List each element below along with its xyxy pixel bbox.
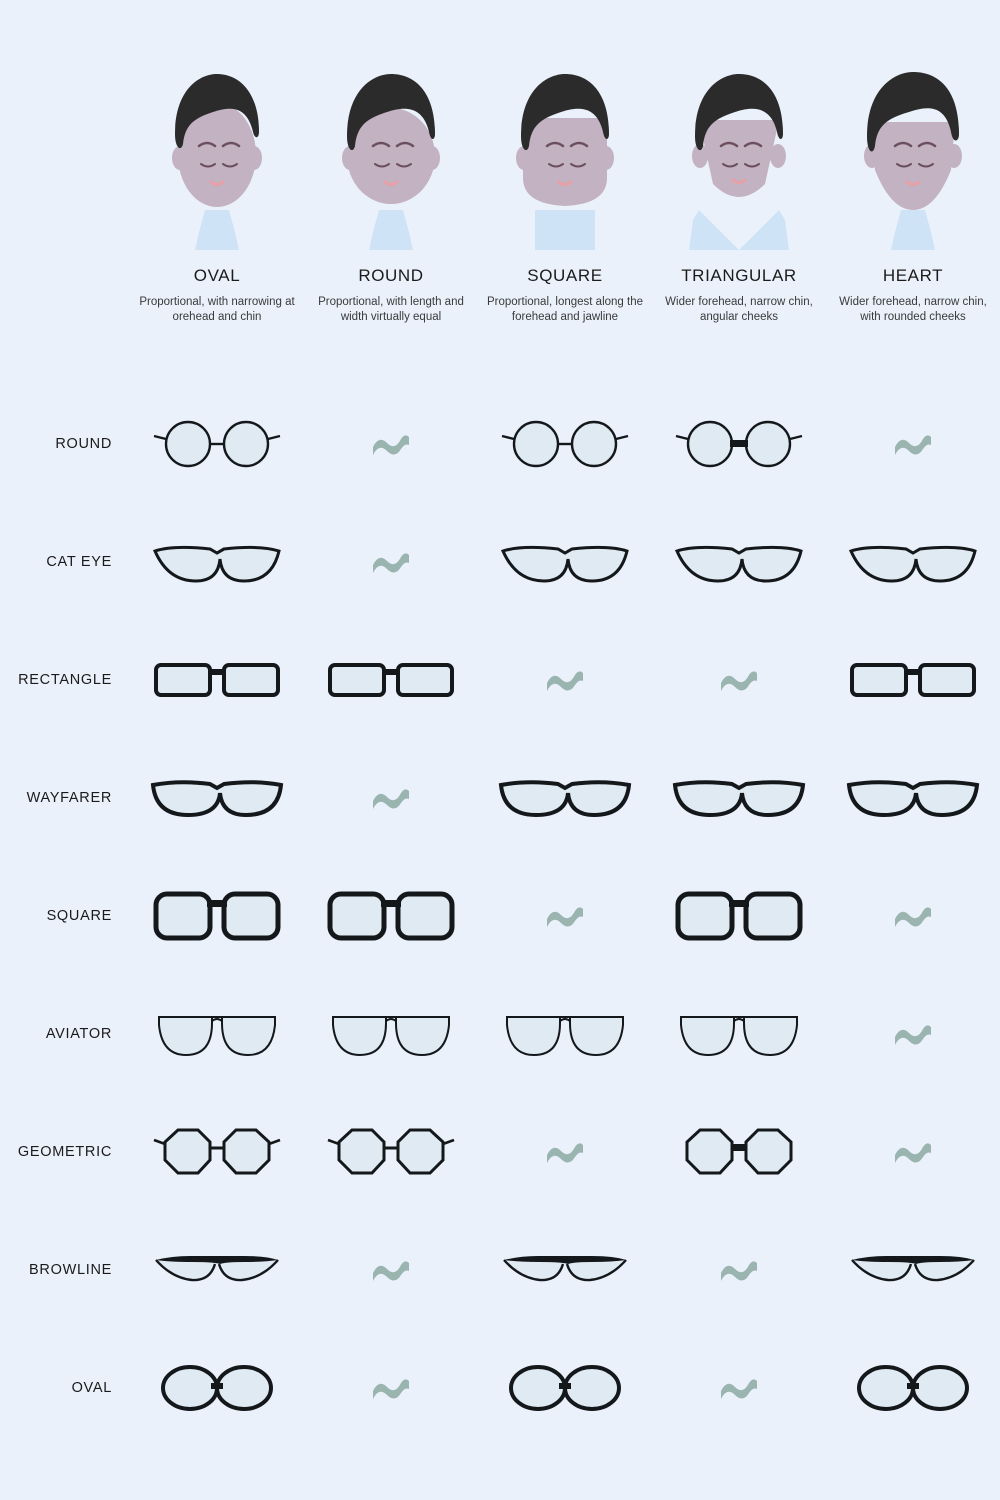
face-illustration-oval (147, 60, 287, 250)
cell-square-triangular (652, 857, 826, 975)
row-label-aviator: AVIATOR (45, 1026, 112, 1042)
grid-row-browline (0, 1211, 1000, 1329)
cell-oval-square (478, 1329, 652, 1447)
grid-row-rectangle (0, 621, 1000, 739)
grid-row-geometric (0, 1093, 1000, 1211)
cell-round-oval (130, 385, 304, 503)
cell-wayfarer-round (304, 739, 478, 857)
grid-row-cat-eye (0, 503, 1000, 621)
cell-wayfarer-triangular (652, 739, 826, 857)
face-illustration-square (495, 60, 635, 250)
cell-rectangle-triangular (652, 621, 826, 739)
cell-aviator-triangular (652, 975, 826, 1093)
cell-wayfarer-oval (130, 739, 304, 857)
face-column-oval (130, 60, 304, 325)
cell-wayfarer-square (478, 739, 652, 857)
face-title-heart: HEART (882, 266, 944, 285)
face-illustration-round (321, 60, 461, 250)
cell-oval-round (304, 1329, 478, 1447)
face-desc-heart: Wider forehead, narrow chin, with rounded cheeks (839, 296, 987, 323)
cell-oval-heart (826, 1329, 1000, 1447)
cell-square-oval (130, 857, 304, 975)
cell-square-square (478, 857, 652, 975)
row-label-round: ROUND (55, 436, 112, 452)
cell-cat-eye-oval (130, 503, 304, 621)
cell-wayfarer-heart (826, 739, 1000, 857)
face-illustration-triangular (669, 60, 809, 250)
cell-cat-eye-square (478, 503, 652, 621)
cell-browline-square (478, 1211, 652, 1329)
cell-round-heart (826, 385, 1000, 503)
row-label-geometric: GEOMETRIC (17, 1144, 112, 1160)
cell-rectangle-square (478, 621, 652, 739)
face-desc-round: Proportional, with length and width virtually equal (318, 296, 464, 323)
cell-browline-round (304, 1211, 478, 1329)
grid-row-round (0, 385, 1000, 503)
cell-aviator-round (304, 975, 478, 1093)
row-label-browline: BROWLINE (29, 1262, 112, 1278)
frame-recommendation-grid (0, 385, 1000, 1447)
cell-aviator-square (478, 975, 652, 1093)
grid-row-square (0, 857, 1000, 975)
cell-rectangle-oval (130, 621, 304, 739)
face-title-triangular: TRIANGULAR (681, 266, 797, 285)
cell-oval-triangular (652, 1329, 826, 1447)
cell-square-round (304, 857, 478, 975)
face-column-square (478, 60, 652, 325)
face-desc-square: Proportional, longest along the forehead and jawline (487, 296, 643, 323)
cell-rectangle-heart (826, 621, 1000, 739)
cell-browline-triangular (652, 1211, 826, 1329)
cell-aviator-heart (826, 975, 1000, 1093)
cell-browline-heart (826, 1211, 1000, 1329)
row-label-cat-eye: CAT EYE (46, 554, 112, 570)
cell-cat-eye-triangular (652, 503, 826, 621)
cell-geometric-heart (826, 1093, 1000, 1211)
cell-geometric-oval (130, 1093, 304, 1211)
grid-row-oval (0, 1329, 1000, 1447)
cell-round-square (478, 385, 652, 503)
cell-geometric-triangular (652, 1093, 826, 1211)
face-illustration-heart (843, 60, 983, 250)
cell-cat-eye-heart (826, 503, 1000, 621)
cell-geometric-square (478, 1093, 652, 1211)
cell-oval-oval (130, 1329, 304, 1447)
row-label-rectangle: RECTANGLE (18, 672, 112, 688)
cell-cat-eye-round (304, 503, 478, 621)
face-shapes-header (130, 60, 1000, 325)
face-column-round (304, 60, 478, 325)
cell-round-round (304, 385, 478, 503)
cell-browline-oval (130, 1211, 304, 1329)
face-title-round: ROUND (358, 266, 424, 285)
face-title-oval: OVAL (193, 266, 241, 285)
cell-aviator-oval (130, 975, 304, 1093)
face-column-heart (826, 60, 1000, 325)
face-column-triangular (652, 60, 826, 325)
row-label-wayfarer: WAYFARER (26, 790, 112, 806)
row-label-square: SQUARE (46, 908, 112, 924)
face-desc-triangular: Wider forehead, narrow chin, angular cheeks (665, 296, 813, 323)
grid-row-aviator (0, 975, 1000, 1093)
face-desc-oval: Proportional, with narrowing at orehead and chin (139, 296, 295, 323)
face-title-square: SQUARE (527, 266, 603, 285)
cell-rectangle-round (304, 621, 478, 739)
cell-round-triangular (652, 385, 826, 503)
row-label-oval: OVAL (71, 1380, 112, 1396)
cell-square-heart (826, 857, 1000, 975)
cell-geometric-round (304, 1093, 478, 1211)
grid-row-wayfarer (0, 739, 1000, 857)
